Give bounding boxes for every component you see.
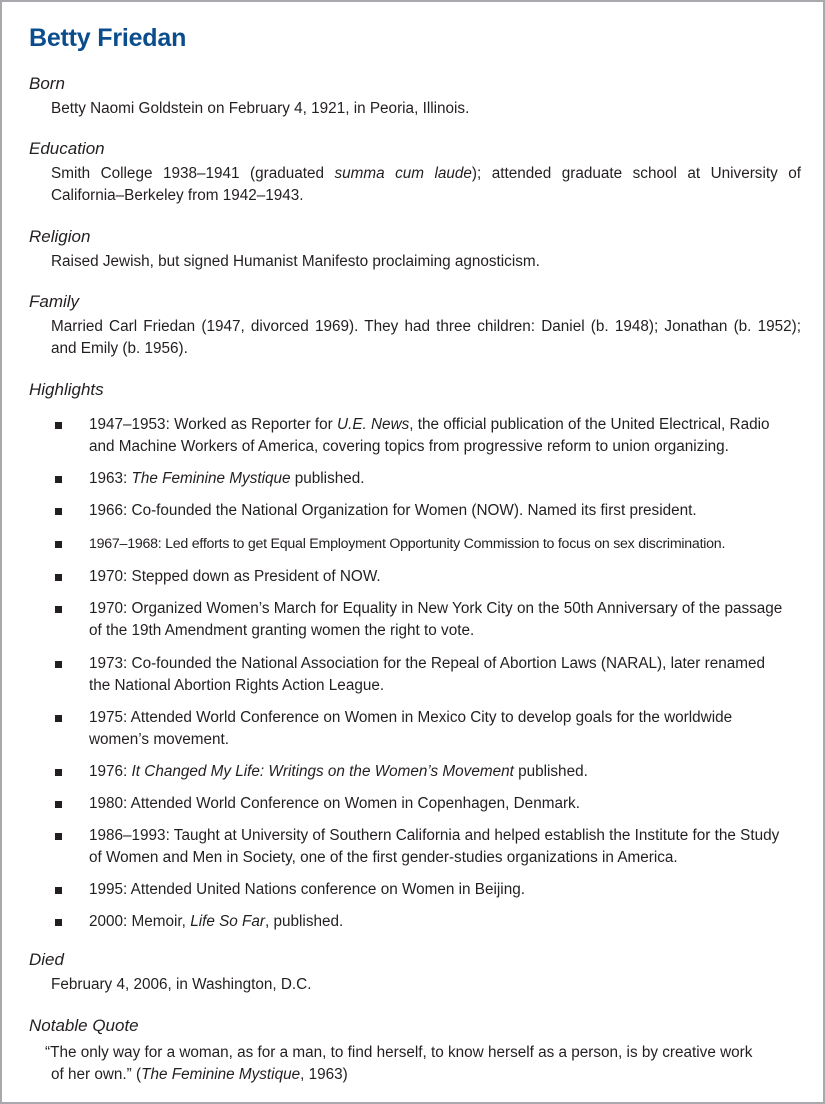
bullet-square-icon [55, 715, 62, 722]
item-text: 1967–1968: Led efforts to get Equal Employment Opportunity Commission to focus on sex discrimination. [89, 536, 726, 552]
page-title: Betty Friedan [29, 24, 187, 52]
item-text: 1970: Organized Women’s March for Equality in New York City on the 50th Anniversary of the passage of the 19th Amendment granting women the right to vote. [89, 600, 783, 639]
quote-line-1: “The only way for a woman, as for a man, to find herself, to know herself as a person, is by creative work [45, 1044, 753, 1061]
bullet-square-icon [55, 606, 62, 613]
bullet-square-icon [55, 661, 62, 668]
bullet-square-icon [55, 574, 62, 581]
item-text: published. [290, 470, 365, 487]
quote-source-year: , 1963) [300, 1066, 348, 1083]
item-text: 1986–1993: Taught at University of Southern California and helped establish the Institute for the Study of Women and Men in Society, one of the first gender-studies organizations in America. [89, 827, 780, 866]
section-heading-died: Died [29, 950, 64, 969]
bullet-square-icon [55, 833, 62, 840]
quote-source-italic: The Feminine Mystique [141, 1066, 301, 1083]
item-text: 1966: Co-founded the National Organization for Women (NOW). Named its first president. [89, 502, 697, 519]
section-body-family: Married Carl Friedan (1947, divorced 1969). They had three children: Daniel (b. 1948); Jonathan (b. 1952); and Emily (b. 1956). [51, 318, 801, 357]
section-heading-family: Family [29, 292, 80, 311]
quote-text: of her own.” ( [51, 1066, 142, 1083]
bullet-square-icon [55, 476, 62, 483]
education-italic: summa cum laude [334, 165, 472, 182]
bullet-square-icon [55, 919, 62, 926]
section-heading-education: Education [29, 139, 105, 158]
bullet-square-icon [55, 541, 62, 548]
item-text: , published. [265, 913, 344, 930]
section-body-education [51, 163, 801, 207]
item-text: 1973: Co-founded the National Association for the Repeal of Abortion Laws (NARAL), later renamed the National Abortion Rights Action League. [89, 655, 766, 694]
quote-line-2 [45, 1064, 805, 1086]
item-text: 1980: Attended World Conference on Women in Copenhagen, Denmark. [89, 795, 580, 812]
item-text: 1975: Attended World Conference on Women in Mexico City to develop goals for the worldwide women’s movement. [89, 709, 733, 748]
item-text: 1995: Attended United Nations conference on Women in Beijing. [89, 881, 525, 898]
item-text: 1963: [89, 470, 132, 487]
notable-quote-text [45, 1042, 805, 1086]
item-italic: It Changed My Life: Writings on the Women’s Movement [131, 763, 514, 780]
item-text: 1976: [89, 763, 132, 780]
section-heading-born: Born [29, 74, 65, 93]
item-text: 2000: Memoir, [89, 913, 191, 930]
bullet-square-icon [55, 508, 62, 515]
item-italic: Life So Far [190, 913, 266, 930]
section-heading-religion: Religion [29, 227, 91, 246]
item-italic: The Feminine Mystique [131, 470, 291, 487]
item-text: , the official publication of the United Electrical, Radio and Machine Workers of America, covering topics from progressive reform to union organizing. [89, 416, 770, 455]
education-text-1: Smith College 1938–1941 (graduated [51, 165, 335, 182]
item-text: published. [513, 763, 588, 780]
item-text: 1970: Stepped down as President of NOW. [89, 568, 381, 585]
section-heading-highlights: Highlights [29, 380, 104, 399]
bullet-square-icon [55, 801, 62, 808]
bullet-square-icon [55, 422, 62, 429]
section-body-born: Betty Naomi Goldstein on February 4, 1921, in Peoria, Illinois. [51, 100, 470, 117]
section-body-religion: Raised Jewish, but signed Humanist Manifesto proclaiming agnosticism. [51, 253, 540, 270]
section-body-died: February 4, 2006, in Washington, D.C. [51, 976, 312, 993]
education-text-2: ); attended graduate school at University of California–Berkeley from 1942–1943. [51, 165, 801, 204]
item-italic: U.E. News [337, 416, 410, 433]
section-heading-notable-quote: Notable Quote [29, 1016, 139, 1035]
item-text: 1947–1953: Worked as Reporter for [89, 416, 338, 433]
bullet-square-icon [55, 887, 62, 894]
bullet-square-icon [55, 769, 62, 776]
